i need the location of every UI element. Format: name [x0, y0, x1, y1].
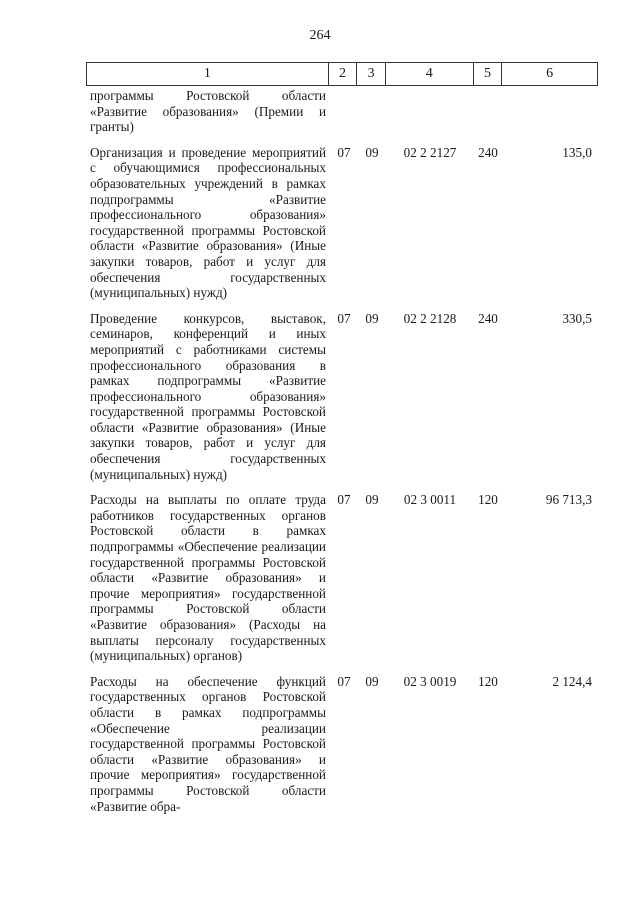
row-amount: 330,5 — [562, 310, 592, 326]
row-expense-type — [474, 88, 502, 135]
row-section: 07 — [337, 310, 351, 326]
header-col-4: 4 — [385, 63, 473, 85]
table-row — [86, 88, 598, 135]
table-row — [86, 145, 598, 301]
row-section — [330, 88, 358, 135]
header-col-6: 6 — [501, 63, 598, 85]
row-description: Расходы на обеспечение функций государственных органов Ростовской области в рамках подпрограммы «Обеспечение реализации государственной программы Ростовской области «Развитие образования» и прочие мероприятия» государственной программы Ростовской области «Развитие обра- — [90, 673, 326, 814]
row-target-code — [386, 88, 474, 135]
row-section: 07 — [337, 144, 351, 160]
row-subsection — [358, 88, 386, 135]
header-col-3: 3 — [356, 63, 385, 85]
row-expense-type: 240 — [478, 310, 498, 326]
row-subsection: 09 — [365, 492, 379, 508]
table-row — [86, 674, 598, 814]
budget-table — [86, 62, 598, 814]
header-col-2: 2 — [328, 63, 357, 85]
table-header — [86, 62, 598, 86]
header-col-1: 1 — [86, 63, 328, 85]
row-subsection: 09 — [365, 144, 379, 160]
row-section: 07 — [337, 492, 351, 508]
row-target-code: 02 2 2128 — [403, 310, 457, 326]
row-target-code: 02 2 2127 — [403, 144, 457, 160]
table-row — [86, 311, 598, 483]
header-col-5: 5 — [473, 63, 502, 85]
row-section: 07 — [337, 673, 351, 689]
row-description: Проведение конкурсов, выставок, семинаров, конференций и иных мероприятий с работниками системы профессионального образования в рамках подпрограммы «Развитие профессионального образования» государственной программы Ростовской области «Развитие образования» (Иные закупки товаров, работ и услуг для обеспечения государственных (муниципальных) нужд) — [90, 310, 326, 482]
row-amount — [502, 88, 598, 135]
table-row — [86, 492, 598, 664]
page-number: 264 — [309, 28, 331, 43]
row-target-code: 02 3 0011 — [403, 492, 457, 508]
row-expense-type: 120 — [478, 492, 498, 508]
row-description: Расходы на выплаты по оплате труда работников государственных органов Ростовской области в рамках подпрограммы «Обеспечение реализации государственной программы Ростовской области «Развитие образования» и прочие мероприятия» государственной программы Ростовской области «Развитие образования» (Расходы на выплаты персоналу государственных (муниципальных) органов) — [90, 492, 326, 664]
row-expense-type: 120 — [478, 673, 498, 689]
row-subsection: 09 — [365, 310, 379, 326]
row-description: программы Ростовской области «Развитие образования» (Премии и гранты) — [90, 88, 326, 135]
row-amount: 96 713,3 — [545, 492, 592, 508]
row-amount: 2 124,4 — [552, 673, 592, 689]
row-expense-type: 240 — [478, 144, 498, 160]
row-subsection: 09 — [365, 673, 379, 689]
row-amount: 135,0 — [562, 144, 592, 160]
row-description: Организация и проведение мероприятий с обучающимися профессиональных образовательных учреждений в рамках подпрограммы «Развитие профессионального образования» государственной программы Ростовской области «Развитие образования» (Иные закупки товаров, работ и услуг для обеспечения государственных (муниципальных) нужд) — [90, 144, 326, 301]
row-target-code: 02 3 0019 — [403, 673, 457, 689]
